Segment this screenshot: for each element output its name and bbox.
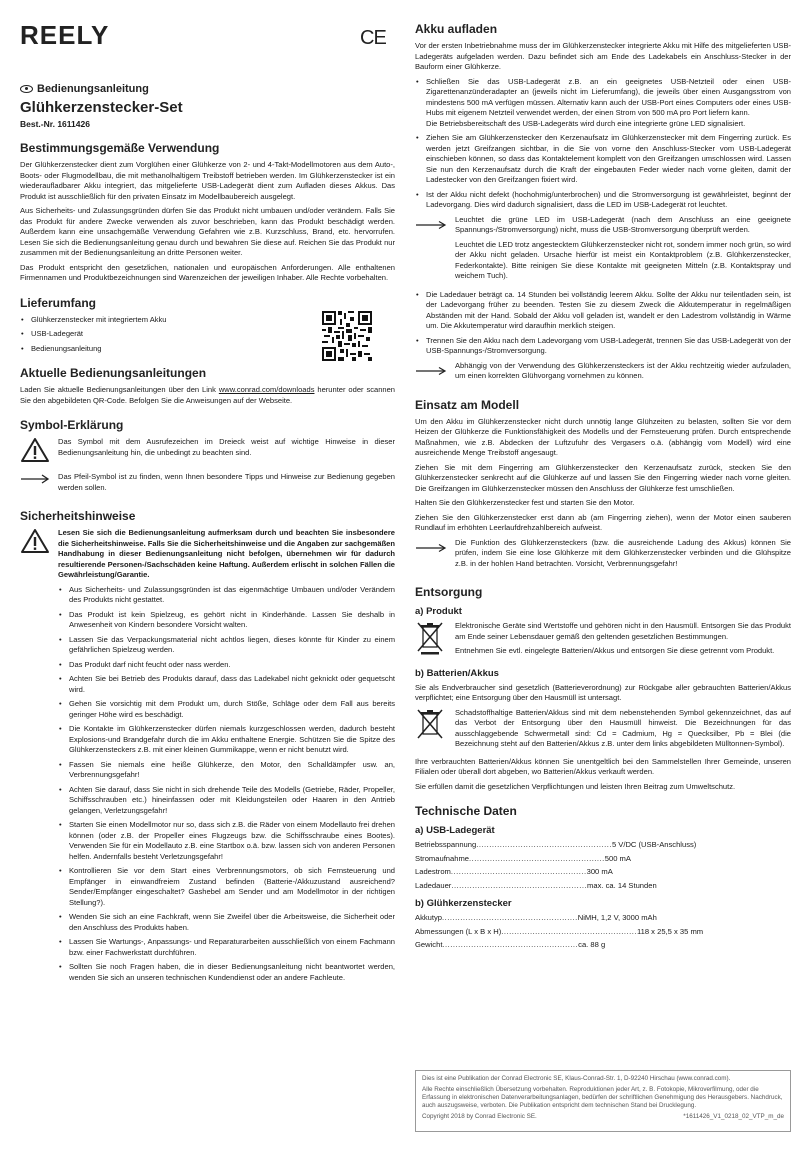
disposal-row bbox=[415, 621, 791, 661]
list-item: • Fassen Sie niemals eine heiße Glühkerze, den Motor, den Schalldämpfer usw. an, Verbrennungsgefahr! bbox=[58, 760, 395, 781]
spec-key: Betriebsspannung.................................................... bbox=[415, 840, 612, 849]
paragraph: Leuchtet die grüne LED im USB-Ladegerät (nach dem Anschluss an eine geeignete Spannungs-/Stromversorgung) nicht, muss die USB-Stromversorgung überprüft werden. bbox=[455, 214, 791, 234]
copyright: Copyright 2018 by Conrad Electronic SE. bbox=[422, 1113, 537, 1120]
spec-row bbox=[415, 867, 791, 878]
arrow-icon bbox=[415, 361, 449, 386]
disposal-row bbox=[415, 708, 791, 754]
brand-logo: REELY bbox=[20, 20, 110, 50]
text: Schließen Sie das USB-Ladegerät z.B. an ein geeignetes USB-Netzteil oder einen USB-Zigarettenanzünderadapter an (jeweils nicht im Lieferumfang), die jeweils über einen Ausgangsstrom von mindestens 500 mA verfügen müssen. Alternativ kann auch der USB-Port eines Computers oder eines USB-Hubs mit eigenem Netzteil verwendet werden, der einen Strom von 500 mA pro Port liefern kann. bbox=[426, 76, 791, 117]
charge-list bbox=[415, 290, 791, 357]
paragraph: Der Glühkerzenstecker dient zum Vorglühen einer Glühkerze von 2- und 4-Takt-Modellmotoren aus dem Auto-, Boots- oder Flugmodellbau, die mit methanolhaltigem Treibstoff betrieben werden. Im Glühkerzenstecker ist ein wiederaufladbarer Akku integriert, das mitgelieferte USB-Ladegerät dient zum Aufladen dieses Akkus. Das Produkt ist ausschließlich für den privaten Einsatz im Modellbaubereich ausgelegt. bbox=[20, 160, 395, 201]
spec-row bbox=[415, 840, 791, 851]
subsection-title: a) Produkt bbox=[415, 606, 462, 617]
left-column bbox=[20, 0, 395, 991]
list-item: • Lassen Sie das Verpackungsmaterial nicht achtlos liegen, dieses könnte für Kinder zu einem gefährlichen Spielzeug werden. bbox=[58, 635, 395, 656]
paragraph: Die Funktion des Glühkerzensteckers (bzw. die ausreichende Ladung des Akkus) können Sie prüfen, indem Sie eine lose Glühkerze mit dem Glühkerzenstecker verbinden und die Glühspitze z.B. in der hohlen Hand betrachten. Vorsicht, Verbrennungsgefahr! bbox=[455, 537, 791, 568]
paragraph: Leuchtet die LED trotz angestecktem Glühkerzenstecker nicht rot, sondern immer noch grün, so wird der Akku nicht geladen. Ursache hierfür ist meist ein Kontaktproblem (z.B. Glühkerzenstecker, Federkontakte). Bitte reinigen Sie diese Kontakte mit geeigneten Mitteln (z.B. Kontaktspray und weichem Tuch). bbox=[455, 239, 791, 280]
disposal-text bbox=[455, 708, 791, 754]
list-item: • Gehen Sie vorsichtig mit dem Produkt um, durch Stöße, Schläge oder dem Fall aus bereits geringer Höhe wird es beschädigt. bbox=[58, 699, 395, 720]
qr-code[interactable] bbox=[322, 311, 372, 361]
text: Stromaufnahme bbox=[415, 853, 470, 863]
eye-icon bbox=[20, 85, 33, 93]
text: Ladestrom bbox=[415, 867, 451, 876]
list-item: • Das Produkt darf nicht feucht oder nass werden. bbox=[58, 660, 395, 671]
list-item: • Die Kontakte im Glühkerzenstecker dürfen niemals kurzgeschlossen werden, dadurch besteht Explosions-und Brandgefahr durch die im Akku enthaltene Energie. Schützen Sie die Spitze des Glühkerzensteckers z.B. mit einer kleinen Gummikappe, wenn er nicht benutzt wird. bbox=[58, 724, 395, 756]
section-title: Technische Daten bbox=[415, 804, 517, 818]
text: Akkutyp bbox=[415, 913, 443, 922]
ce-mark: CE bbox=[360, 27, 386, 49]
paragraph: Um den Akku im Glühkerzenstecker nicht durch unnötig lange Glühzeiten zu belasten, sollten Sie vor dem Heizen der Glühkerze die Funktionsfähigkeit des Modells und der Fernsteuerung prüfen. Durch entsprechende Maßnahmen, wie z.B. Abdecken der Luftzufuhr des Vergasers o.ä. (abhängig vom Modell) wird eine ausreichende Menge Treibstoff angesaugt. bbox=[415, 416, 791, 457]
list-item bbox=[415, 77, 791, 130]
spec-value: 118 x 25,5 x 35 mm bbox=[636, 926, 704, 936]
tip-content bbox=[455, 215, 791, 286]
paragraph bbox=[20, 385, 395, 406]
order-number: Best.-Nr. 1611426 bbox=[20, 119, 90, 129]
list-item: • USB-Ladegerät bbox=[20, 329, 320, 340]
kicker-text: Bedienungsanleitung bbox=[37, 83, 149, 95]
publisher-footer bbox=[415, 1070, 791, 1132]
paragraph: Elektronische Geräte sind Wertstoffe und gehören nicht in den Hausmüll. Entsorgen Sie das Produkt am Ende seiner Lebensdauer gemäß den geltenden gesetzlichen Bestimmungen. bbox=[455, 621, 791, 641]
safety-block bbox=[20, 528, 395, 987]
paragraph: Sie als Endverbraucher sind gesetzlich (Batterieverordnung) zur Rückgabe aller gebrauchten Batterien/Akkus verpflichtet; eine Entsorgung über den Hausmüll ist untersagt. bbox=[415, 682, 791, 702]
footer-line: Dies ist eine Publikation der Conrad Electronic SE, Klaus-Conrad-Str. 1, D-92240 Hirschau (www.conrad.com). bbox=[422, 1075, 731, 1082]
subsection-title: b) Batterien/Akkus bbox=[415, 667, 499, 679]
spec-row bbox=[415, 940, 791, 951]
spec-row bbox=[415, 881, 791, 892]
arrow-icon bbox=[415, 538, 449, 574]
warning-icon bbox=[20, 437, 50, 468]
paragraph: Ziehen Sie mit dem Fingerring am Glühkerzenstecker den Kerzenaufsatz zurück, stecken Sie den Glühkerzenstecker senkrecht auf die Glühkerze auf und lassen Sie den Fingerring wieder nach vorne gleiten. Die Greifzangen im Glühkerzenstecker müssen den Anschluss der Glühkerze fest umschließen. bbox=[415, 462, 791, 493]
text: Betriebsspannung bbox=[415, 840, 477, 849]
paragraph: Ihre verbrauchten Batterien/Akkus können Sie unentgeltlich bei den Sammelstellen Ihrer Gemeinde, unseren Filialen oder überall dort abgeben, wo Batterien/Akkus verkauft werden. bbox=[415, 756, 791, 776]
doc-code: *1611426_V1_0218_02_VTP_m_de bbox=[683, 1113, 784, 1120]
section-title: Symbol-Erklärung bbox=[20, 418, 124, 432]
scope-list bbox=[20, 315, 320, 355]
text: Ladedauer bbox=[415, 880, 452, 890]
spec-value: 5 V/DC (USB-Anschluss) bbox=[611, 840, 697, 849]
page-title: Glühkerzenstecker-Set bbox=[20, 99, 183, 116]
list-item: • Die Ladedauer beträgt ca. 14 Stunden bei vollständig leerem Akku. Sollte der Akku nur teilentladen sein, ist der Ladevorgang früher zu beenden. Testen Sie zu diesem Zweck die Akkutemperatur in regelmäßigen Abständen mit der Hand. Sobald der Akku voll geladen ist, wandelt er den Ladestrom vollständig in Wärme um. Die Akkutemperatur wird daraufhin merklich steigen. bbox=[415, 290, 791, 332]
spec-key: Akkutyp.................................................... bbox=[415, 913, 578, 922]
spec-key: Ladedauer.................................................... bbox=[415, 880, 588, 890]
spec-value: ca. 88 g bbox=[578, 940, 606, 949]
paragraph: Halten Sie den Glühkerzenstecker fest und starten Sie den Motor. bbox=[415, 498, 635, 507]
paragraph: Das Pfeil-Symbol ist zu finden, wenn Ihnen besondere Tipps und Hinweise zur Bedienung gegeben werden sollen. bbox=[58, 472, 395, 492]
safety-content bbox=[58, 528, 395, 987]
footer-line: Alle Rechte einschließlich Übersetzung vorbehalten. Reproduktionen jeder Art, z. B. Fotokopie, Mikroverfilmung, oder die Erfassung in elektronischen Datenverarbeitungsanlagen, bedürfen der schriftlichen Genehmigung des Herausgebers. Nachdruck, auch auszugsweise, verboten. Die Publikation entspricht dem technischen Stand bei Drucklegung. bbox=[422, 1086, 783, 1109]
list-item: • Ziehen Sie am Glühkerzenstecker den Kerzenaufsatz im Glühkerzenstecker mit dem Fingerring zurück. Es werden jetzt Greifzangen sichtbar, in die Sie von vorne den Anschluss-Stecker vom USB-Ladegerät einschieben können, so dass das Kontaktelement komplett von den Greifzangen umschlossen wird. Lassen Sie nun den Kerzenaufsatz durch die Kraft der eingebauten Feder wieder nach vorne gleiten, damit der Ladestecker von den Greifzangen fixiert wird. bbox=[415, 133, 791, 186]
list-item: • Wenden Sie sich an eine Fachkraft, wenn Sie Zweifel über die Arbeitsweise, die Sicherheit oder den Anschluss des Produkts haben. bbox=[58, 912, 395, 933]
arrow-icon bbox=[20, 472, 50, 497]
subsection-title: a) USB-Ladegerät bbox=[415, 825, 495, 836]
warning-icon bbox=[20, 528, 50, 987]
section-title: Einsatz am Modell bbox=[415, 397, 520, 412]
paragraph: Sie erfüllen damit die gesetzlichen Verpflichtungen und leisten Ihren Beitrag zum Umweltschutz. bbox=[415, 781, 736, 791]
text: Die Betriebsbereitschaft des USB-Ladegeräts wird durch eine integrierte grüne LED signalisiert. bbox=[426, 118, 746, 128]
paragraph: Entnehmen Sie evtl. eingelegte Batterien/Akkus und entsorgen Sie diese getrennt vom Produkt. bbox=[455, 646, 775, 655]
arrow-icon bbox=[415, 215, 449, 286]
spec-row bbox=[415, 913, 791, 924]
list-item: • Achten Sie darauf, dass Sie nicht in sich drehende Teile des Modells (Getriebe, Räder, Propeller, Schiffsschrauben etc.) hineinfassen oder mit Kleidungsteilen oder Haaren in den Antrieb gelangen, Verletzungsgefahr! bbox=[58, 785, 395, 817]
paragraph: Abhängig von der Verwendung des Glühkerzensteckers ist der Akku rechtzeitig wieder aufzuladen, um einen korrekten Glühvorgang vornehmen zu können. bbox=[455, 360, 791, 380]
list-item: • Starten Sie einen Modellmotor nur so, dass sich z.B. die Räder von einem Modellauto frei drehen können (oder z.B. der Propeller eines Flugzeugs bzw. die Schiffsschraube eines Bootes). Verwenden Sie für ein Modellauto z.B. eine Startbox o.ä. bzw. lassen sich von anderen Personen helfen. Andernfalls besteht Verletzungsgefahr! bbox=[58, 820, 395, 862]
symbol-row bbox=[20, 472, 395, 497]
tip-row bbox=[415, 215, 791, 286]
section-title: Bestimmungsgemäße Verwendung bbox=[20, 141, 220, 155]
download-link[interactable]: www.conrad.com/downloads bbox=[218, 385, 315, 394]
section-title: Aktuelle Bedienungsanleitungen bbox=[20, 366, 207, 380]
text: Laden Sie aktuelle Bedienungsanleitungen über den Link bbox=[20, 385, 219, 394]
text: Gewicht bbox=[415, 940, 443, 949]
spec-key: Abmessungen (L x B x H).................................................... bbox=[415, 926, 637, 936]
safety-intro: Lesen Sie sich die Bedienungsanleitung aufmerksam durch und beachten Sie insbesondere die Sicherheitshinweise. Falls Sie die Sicherheitshinweise und die Angaben zur sachgemäßen Handhabung in dieser Bedienungsanleitung nicht befolgen, übernehmen wir für dadurch resultierende Personen-/Sachschäden keine Haftung. Außerdem erlischt in solchen Fällen die Gewährleistung/Garantie. bbox=[58, 528, 395, 579]
paragraph: Vor der ersten Inbetriebnahme muss der im Glühkerzenstecker integrierte Akku mit Hilfe des mitgelieferten USB-Ladegeräts aufgeladen werden. Dazu befindet sich am Ende des Ladekabels ein Anschluss-Stecker in der Bauform einer Glühkerze. bbox=[415, 41, 791, 71]
section-title: Akku aufladen bbox=[415, 22, 498, 36]
list-item: • Lassen Sie Wartungs-, Anpassungs- und Reparaturarbeiten ausschließlich von einem Fachmann bzw. einer Fachwerkstatt durchführen. bbox=[58, 937, 395, 958]
crossed-bin-icon bbox=[415, 708, 445, 754]
spec-row bbox=[415, 927, 791, 938]
section-title: Lieferumfang bbox=[20, 295, 97, 310]
doc-kicker bbox=[20, 83, 395, 95]
spec-row bbox=[415, 854, 791, 865]
spec-value: NiMH, 1,2 V, 3000 mAh bbox=[577, 913, 657, 922]
text: herunter oder scannen Sie den abgebildeten QR-Code. Befolgen Sie die Anweisungen auf der Webseite. bbox=[20, 385, 395, 405]
section-title: Entsorgung bbox=[415, 585, 483, 599]
right-column bbox=[415, 0, 791, 954]
spec-value: 300 mA bbox=[586, 867, 613, 876]
spec-key: Stromaufnahme.................................................... bbox=[415, 853, 605, 863]
text: Abmessungen (L x B x H) bbox=[415, 926, 502, 936]
list-item: • Ist der Akku nicht defekt (hochohmig/unterbrochen) und die Stromversorgung ist gewährleistet, beginnt der Ladevorgang. Dies wird dadurch signalisiert, dass die LED im USB-Ladegerät rot leuchtet. bbox=[415, 190, 791, 211]
spec-key: Ladestrom.................................................... bbox=[415, 867, 587, 876]
crossed-bin-icon bbox=[415, 621, 445, 661]
tip-row bbox=[415, 538, 791, 574]
list-item: • Glühkerzenstecker mit integriertem Akku bbox=[20, 315, 320, 326]
list-item: • Das Produkt ist kein Spielzeug, es gehört nicht in Kinderhände. Lassen Sie deshalb in Anwesenheit von Kindern besondere Vorsicht walten. bbox=[58, 610, 395, 631]
list-item: • Trennen Sie den Akku nach dem Ladevorgang vom USB-Ladegerät, trennen Sie das USB-Ladegerät von der USB-Spannungs-/Stromversorgung. bbox=[415, 336, 791, 357]
paragraph: Das Symbol mit dem Ausrufezeichen im Dreieck weist auf wichtige Hinweise in dieser Bedienungsanleitung hin, die unbedingt zu beachten sind. bbox=[58, 437, 395, 457]
spec-value: 500 mA bbox=[604, 853, 631, 863]
spec-key: Gewicht.................................................... bbox=[415, 940, 579, 949]
charge-list bbox=[415, 77, 791, 211]
symbol-row bbox=[20, 437, 395, 468]
disposal-text bbox=[455, 621, 791, 661]
paragraph: Aus Sicherheits- und Zulassungsgründen dürfen Sie das Produkt nicht umbauen und/oder verändern. Falls Sie das Produkt für andere Zwecke verwenden als zuvor beschrieben, kann das Produkt beschädigt werden. Außerdem kann eine unsachgemäße Verwendung Gefahren wie z.B. Kurzschluss, Brand, etc. hervorrufen. Lesen Sie sich die Bedienungsanleitung genau durch und bewahren Sie diese auf. Reichen Sie das Produkt nur zusammen mit der Bedienungsanleitung an dritte Personen weiter. bbox=[20, 206, 395, 257]
tip-row bbox=[415, 361, 791, 386]
paragraph: Das Produkt entspricht den gesetzlichen, nationalen und europäischen Anforderungen. Alle enthaltenen Firmennamen und Produktbezeichnungen sind Warenzeichen der jeweiligen Inhaber. Alle Rechte vorbehalten. bbox=[20, 262, 395, 282]
paragraph: Schadstoffhaltige Batterien/Akkus sind mit dem nebenstehenden Symbol gekennzeichnet, das auf das Verbot der Entsorgung über den Hausmüll hinweist. Die Bezeichnungen für das ausschlaggebende Schwermetall sind: Cd = Cadmium, Hg = Quecksilber, Pb = Blei (die Bezeichnung steht auf den Batterien/Akkus z.B. unter dem links abgebildeten Mülltonnen-Symbol). bbox=[455, 707, 791, 748]
spec-value: max. ca. 14 Stunden bbox=[587, 880, 657, 890]
list-item: • Aus Sicherheits- und Zulassungsgründen ist das eigenmächtige Umbauen und/oder Verändern des Produkts nicht gestattet. bbox=[58, 585, 395, 606]
section-title: Sicherheitshinweise bbox=[20, 509, 136, 523]
paragraph: Ziehen Sie den Glühkerzenstecker erst dann ab (am Fingerring ziehen), wenn der Motor einen sauberen Rundlauf im erhöhten Leerlaufdrehzahlbereich aufweist. bbox=[415, 512, 791, 532]
list-item: • Bedienungsanleitung bbox=[20, 344, 320, 355]
list-item: • Kontrollieren Sie vor dem Start eines Verbrennungsmotors, ob sich Fernsteuerung und Empfänger in einwandfreiem Zustand befinden (Batterie-/Akkuzustand ausreichend? Sender/Empfänger eingeschaltet? Gashebel am Sender und am Modellmotor in der richtigen Stellung?). bbox=[58, 866, 395, 908]
footer-bottom bbox=[422, 1113, 784, 1121]
list-item: • Achten Sie bei Betrieb des Produkts darauf, dass das Ladekabel nicht geknickt oder gequetscht wird. bbox=[58, 674, 395, 695]
safety-list bbox=[58, 585, 395, 984]
list-item: • Sollten Sie noch Fragen haben, die in dieser Bedienungsanleitung nicht beantwortet werden, wenden Sie sich an unseren technischen Kundendienst oder an andere Fachleute. bbox=[58, 962, 395, 983]
subsection-title: b) Glühkerzenstecker bbox=[415, 898, 512, 909]
